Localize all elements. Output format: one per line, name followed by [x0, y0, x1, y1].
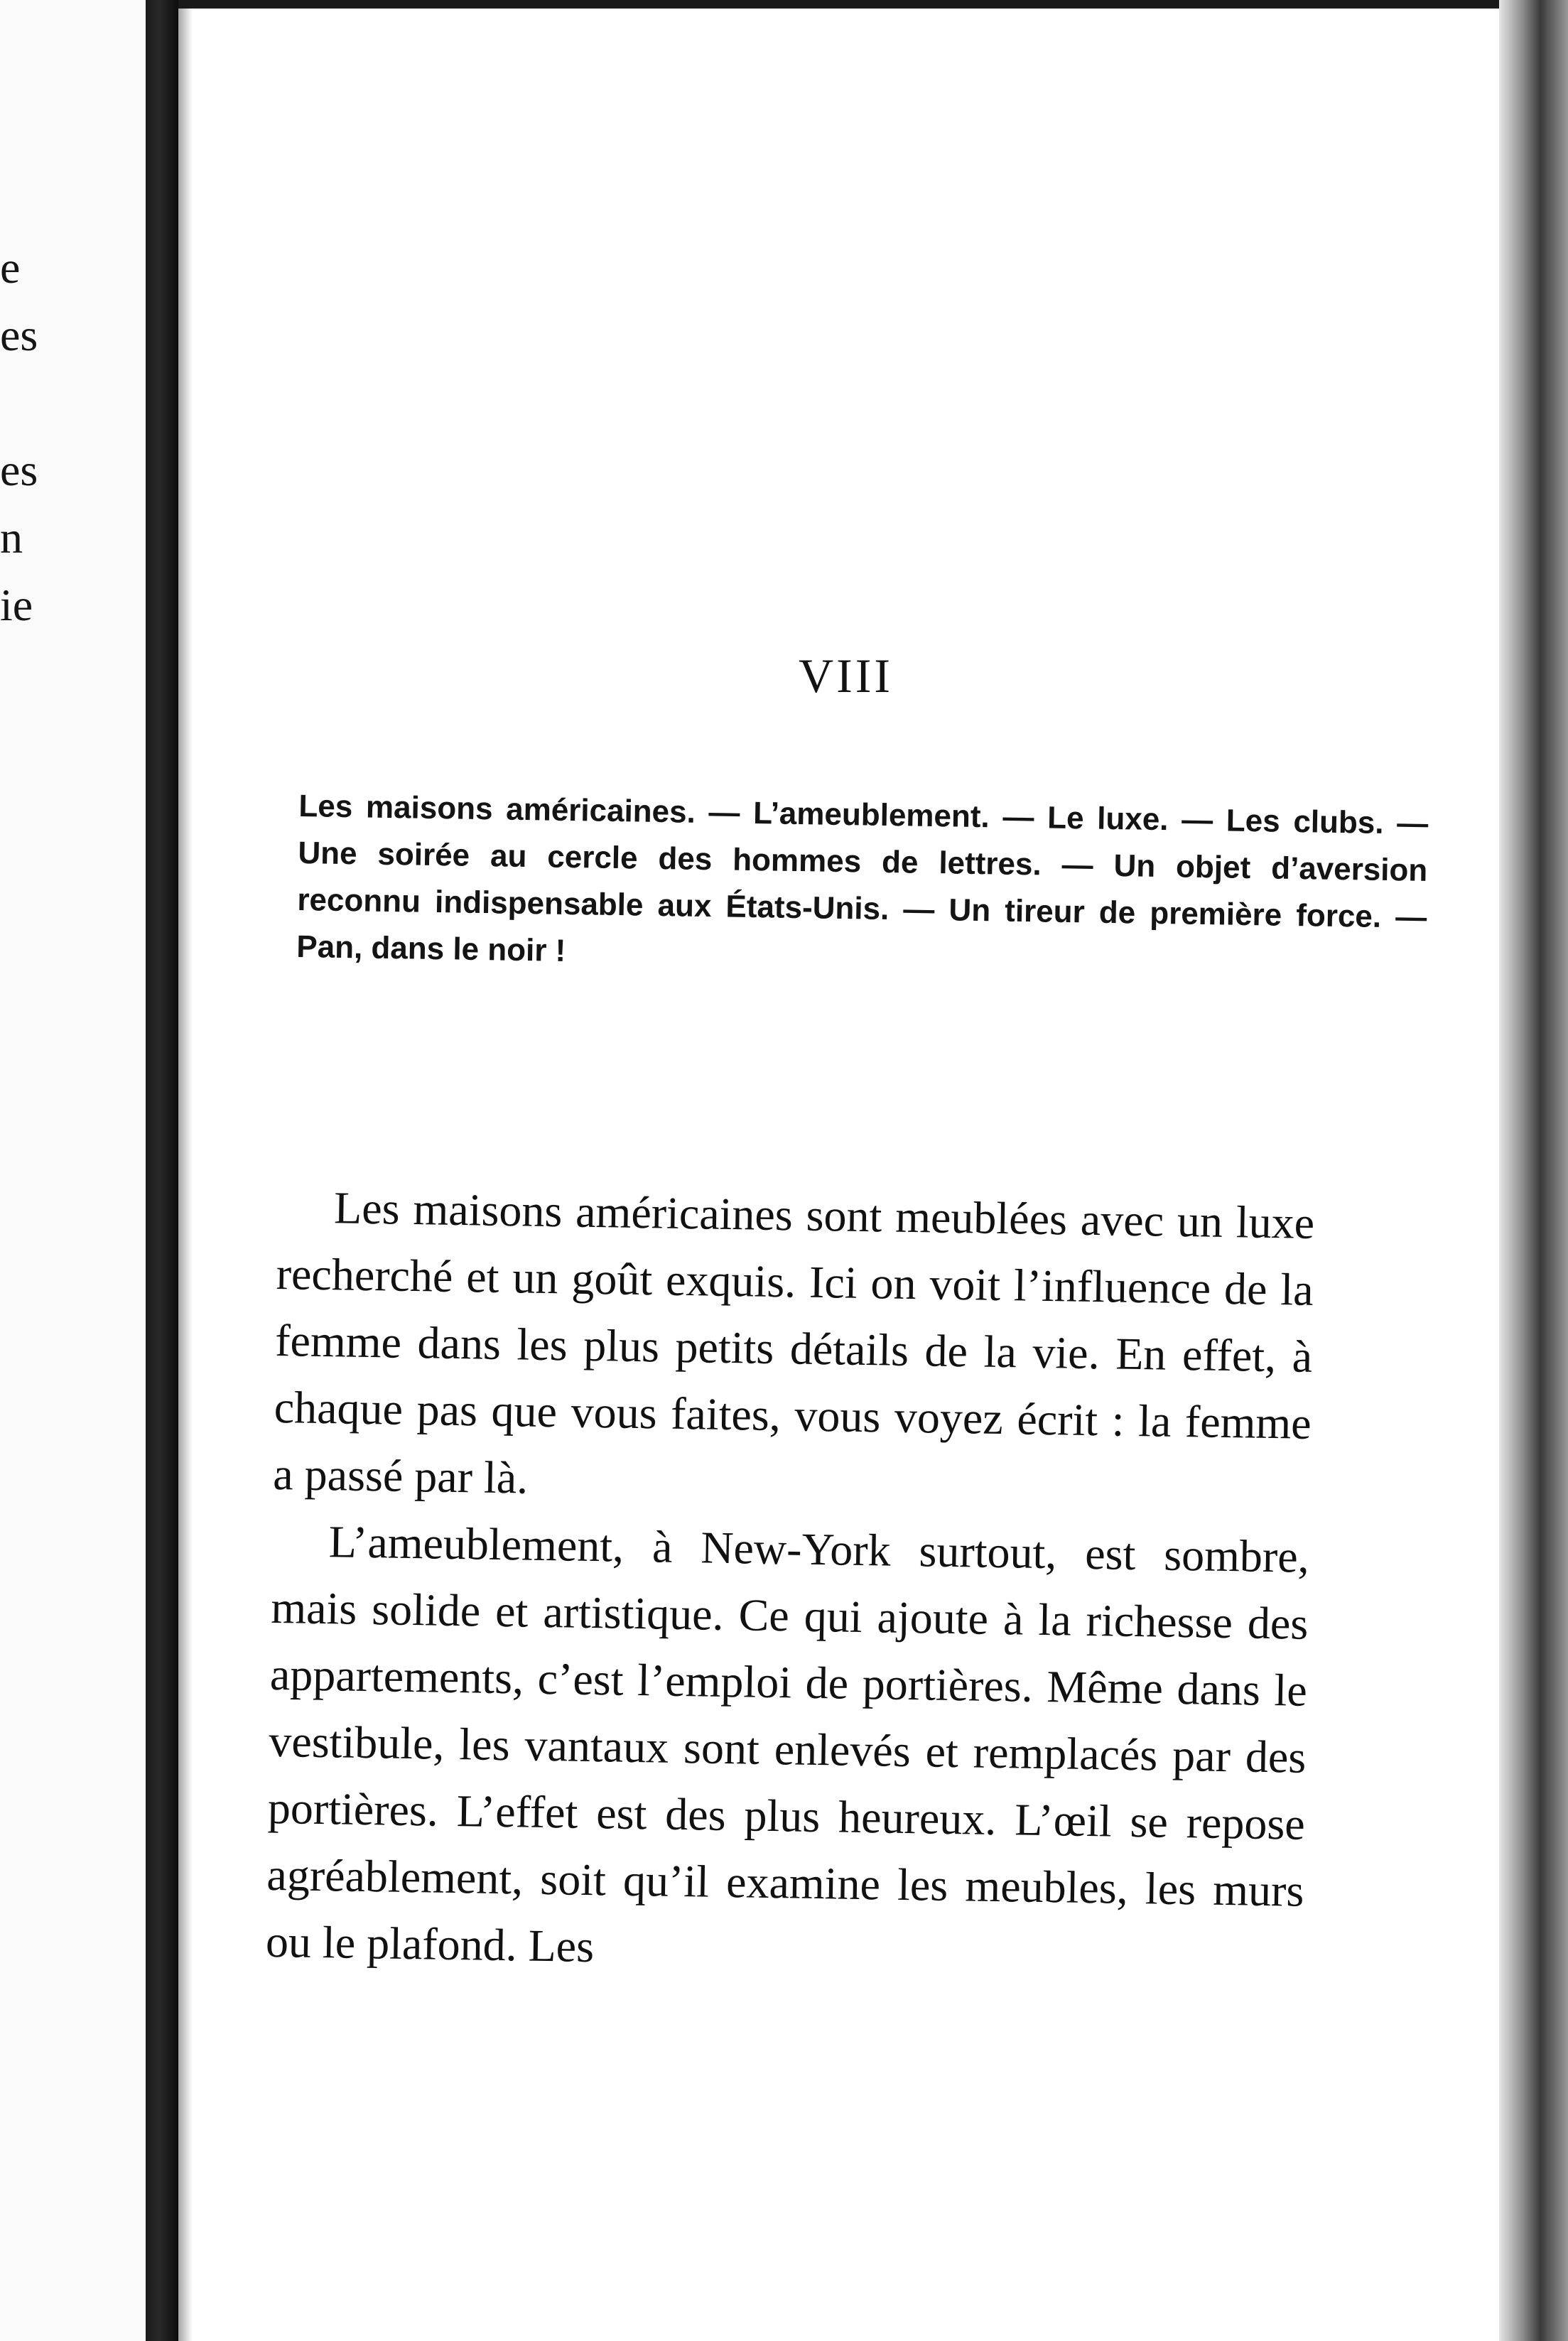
previous-page-strip: [0, 0, 146, 2341]
previous-page-fragment: es: [0, 445, 38, 495]
paragraph: L’ameublement, à New-York surtout, est sombre, mais solide et artistique. Ce qui ajoute à la richesse des appartements, c’est l’emploi de portières. Même dans le vestibule, les vantaux sont enlevés et remplacés par des portières. L’effet est des plus heureux. L’œil se repose agréablement, soit qu’il examine les meubles, les murs ou le plafond. Les: [265, 1516, 1310, 1972]
previous-page-fragment: e: [0, 242, 21, 293]
page-top-edge: [178, 0, 1568, 9]
previous-page-fragment: n: [0, 512, 23, 563]
body-text: [265, 1174, 1315, 1991]
book-page: [193, 9, 1499, 2341]
chapter-number: VIII: [798, 649, 894, 703]
gutter-shadow: [178, 0, 193, 2341]
page-right-edge: [1499, 0, 1568, 2341]
chapter-summary: Les maisons américaines. — L’ameublement. — Le luxe. — Les clubs. — Une soirée au cercle des hommes de lettres. — Un objet d’aversion reconnu indispensable aux États-Unis. — Un tireur de première force. — Pan, dans le noir !: [296, 788, 1429, 968]
book-gutter: [146, 0, 178, 2341]
previous-page-fragment: es: [0, 310, 38, 360]
previous-page-fragment: ie: [0, 580, 33, 630]
paragraph: Les maisons américaines sont meublées avec un luxe recherché et un goût exquis. Ici on voit l’influence de la femme dans les plus petits détails de la vie. En effet, à chaque pas que vous faites, vous voyez écrit : la femme a passé par là.: [272, 1182, 1315, 1503]
